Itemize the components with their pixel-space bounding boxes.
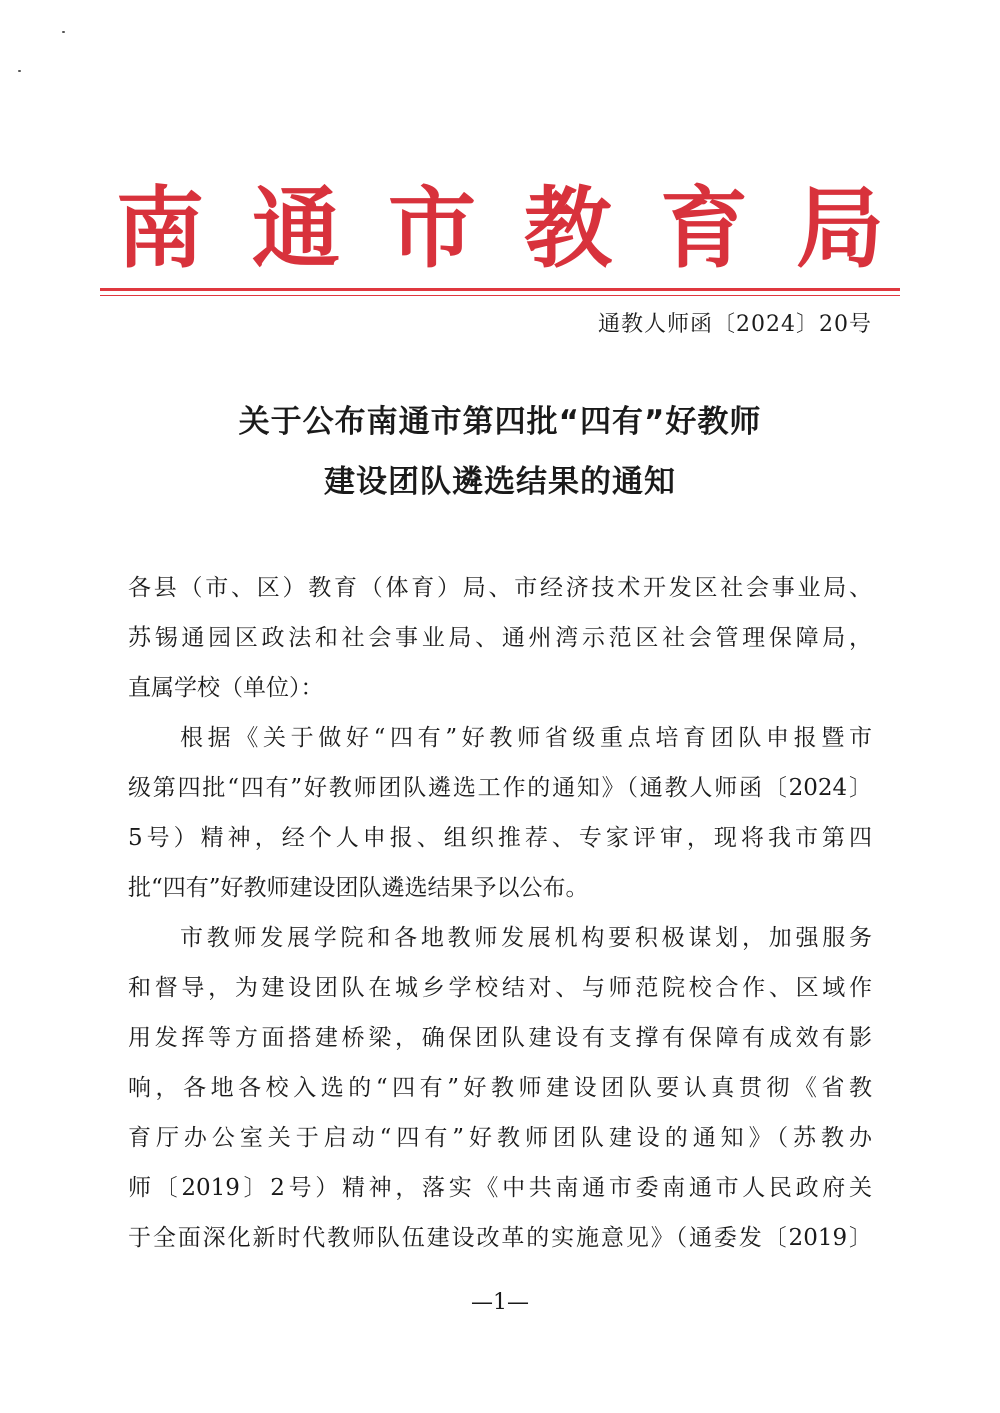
- paragraph-2-line: 响，各地各校入选的“四有”好教师建设团队要认真贯彻《省教: [128, 1075, 872, 1101]
- document-title-line-1: 关于公布南通市第四批“四有”好教师: [238, 404, 762, 440]
- paragraph-2-line: 于全面深化新时代教师队伍建设改革的实施意见》（通委发〔2019〕: [128, 1225, 872, 1251]
- paragraph-1-line: 5号）精神，经个人申报、组织推荐、专家评审，现将我市第四: [128, 825, 872, 851]
- paragraph-1-line: 批“四有”好教师建设团队遴选结果予以公布。: [128, 875, 589, 901]
- document-title-line-2: 建设团队遴选结果的通知: [324, 464, 676, 500]
- issuing-authority-title: [100, 168, 900, 288]
- header-red-rule-thin: [100, 295, 900, 296]
- org-char: 局: [795, 176, 884, 280]
- paragraph-1-line: 根据《关于做好“四有”好教师省级重点培育团队申报暨市: [180, 725, 872, 751]
- org-char: 市: [387, 176, 476, 280]
- paragraph-1-line: 级第四批“四有”好教师团队遴选工作的通知》（通教人师函〔2024〕: [128, 775, 872, 801]
- org-char: 育: [659, 176, 748, 280]
- paragraph-2-line: 师〔2019〕2号）精神，落实《中共南通市委南通市人民政府关: [128, 1175, 872, 1201]
- org-char: 教: [523, 176, 612, 280]
- addressee-line: 苏锡通园区政法和社会事业局、通州湾示范区社会管理保障局，: [128, 625, 872, 651]
- org-char: 通: [251, 176, 340, 280]
- addressee-line: 各县（市、区）教育（体育）局、市经济技术开发区社会事业局、: [128, 575, 872, 601]
- paragraph-2-line: 市教师发展学院和各地教师发展机构要积极谋划，加强服务: [180, 925, 872, 951]
- addressee-line: 直属学校（单位）：: [128, 675, 324, 701]
- page-number: —1—: [471, 1290, 529, 1315]
- document-number: 通教人师函〔2024〕20号: [598, 312, 872, 337]
- paragraph-2-line: 和督导，为建设团队在城乡学校结对、与师范院校合作、区域作: [128, 975, 872, 1001]
- paragraph-2-line: 用发挥等方面搭建桥梁，确保团队建设有支撑有保障有成效有影: [128, 1025, 872, 1051]
- paragraph-2-line: 育厅办公室关于启动“四有”好教师团队建设的通知》（苏教办: [128, 1125, 872, 1151]
- org-char: 南: [115, 176, 204, 280]
- header-red-rule: [100, 288, 900, 291]
